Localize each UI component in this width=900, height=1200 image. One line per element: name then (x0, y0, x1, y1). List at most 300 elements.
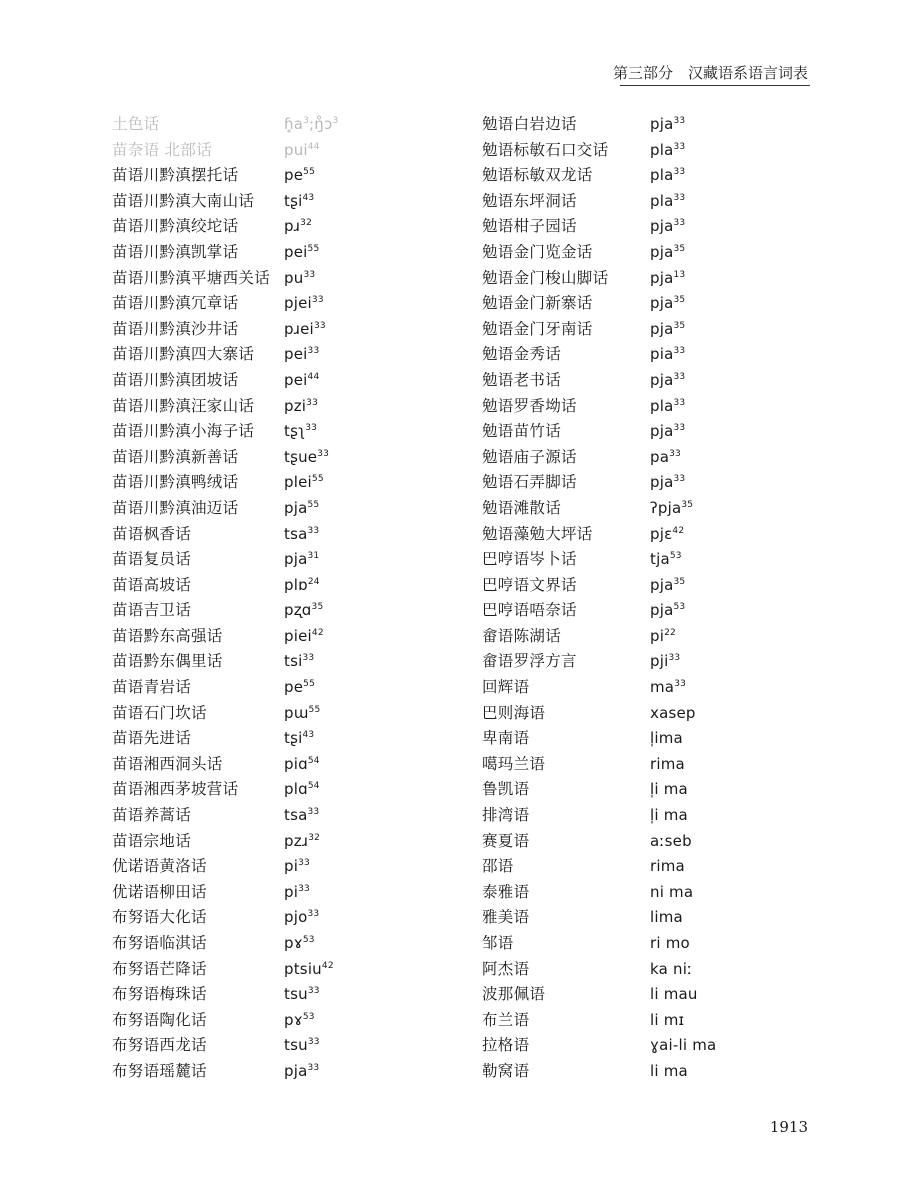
table-row (482, 726, 716, 752)
language-name: 优诺语柳田话 (112, 882, 207, 901)
word-form (284, 931, 315, 957)
word-form (650, 752, 685, 778)
table-row (112, 854, 338, 880)
table-row (112, 905, 338, 931)
language-name: 苗语川黔滇摆托话 (112, 166, 239, 185)
table-row (482, 394, 716, 420)
tone-mark: 33 (302, 653, 315, 664)
table-row (112, 189, 338, 215)
tone-mark: 35 (673, 243, 686, 254)
language-name: 布努语临淇话 (112, 934, 207, 952)
word-form (284, 573, 320, 599)
language-name: 苗语川黔滇油迈话 (112, 498, 239, 517)
table-row (112, 777, 338, 803)
table-row (112, 419, 338, 445)
language-name: 布努语芒降话 (112, 959, 207, 978)
word-form (284, 419, 317, 445)
form-text: pɤ (284, 1010, 303, 1029)
tone-mark: 44 (307, 141, 320, 152)
tone-mark: 33 (673, 167, 686, 178)
form-text: pa (650, 447, 670, 466)
language-name: 苗语养蒿话 (112, 806, 192, 825)
word-form (650, 394, 685, 420)
table-row (112, 1059, 338, 1085)
word-form (284, 905, 319, 931)
language-name: 苗语高坡话 (112, 575, 192, 594)
table-row (482, 163, 716, 189)
form-text: pzɹ (284, 831, 309, 850)
table-row (482, 189, 716, 215)
word-form (284, 163, 315, 189)
word-form (284, 854, 310, 880)
language-name: 布努语陶化话 (112, 1010, 207, 1029)
tone-mark: 33 (298, 883, 310, 894)
word-form (650, 163, 685, 189)
language-name: 勉语金门梭山脚话 (482, 268, 609, 287)
table-row (112, 649, 338, 675)
word-form (284, 675, 315, 701)
language-name: 波那佩语 (482, 985, 546, 1004)
word-form (650, 496, 693, 522)
tone-mark: 33 (674, 679, 687, 690)
form-text: li mɪ (650, 1010, 685, 1029)
table-row (112, 445, 338, 471)
word-form (284, 1033, 320, 1059)
form-text: pi (284, 882, 299, 901)
table-row (112, 880, 338, 906)
form-text: pɹ (284, 217, 301, 236)
table-row (482, 342, 716, 368)
tone-mark: 53 (302, 935, 315, 945)
word-form (284, 496, 319, 522)
form-text: pei (284, 370, 308, 389)
table-row (482, 701, 716, 727)
table-row (112, 496, 338, 522)
form-text: pla (650, 140, 674, 159)
language-name: 苗语川黔滇汪家山话 (112, 396, 255, 415)
word-form (650, 138, 685, 164)
word-form (650, 342, 685, 368)
language-name: 勉语标敏石口交话 (482, 140, 609, 159)
table-row (482, 214, 716, 240)
word-form (284, 649, 314, 675)
word-form (284, 624, 324, 650)
form-text: pja (650, 370, 674, 389)
table-row (112, 547, 338, 573)
language-name: 巴哼语唔奈话 (482, 601, 577, 620)
language-name: 苗语宗地话 (112, 831, 192, 850)
tone-mark: 33 (673, 346, 686, 357)
table-row (112, 163, 338, 189)
word-form (650, 266, 685, 292)
running-header: 第三部分 汉藏语系语言词表 (612, 64, 808, 82)
form-text: rima (650, 857, 685, 876)
word-form (650, 1008, 684, 1034)
form-text: pɯ (284, 703, 309, 722)
language-name: 苗语湘西洞头话 (112, 754, 223, 773)
word-form (284, 726, 314, 752)
word-form (284, 138, 320, 164)
table-row (112, 624, 338, 650)
table-row (112, 982, 338, 1008)
word-form (284, 189, 314, 215)
table-row (112, 598, 338, 624)
tone-mark: 31 (307, 551, 320, 562)
word-form (284, 368, 319, 394)
form-text: ni ma (650, 882, 694, 901)
form-text: rima (650, 754, 685, 773)
form-text: pja (650, 473, 674, 492)
form-text: tsa (284, 524, 308, 543)
form-text: tʂue (284, 447, 318, 466)
language-name: 卑南语 (482, 729, 530, 748)
form-text: pji (650, 652, 669, 671)
language-name: 苗语先进话 (112, 729, 192, 748)
language-name: 苗语石门坎话 (112, 703, 207, 722)
left-column (112, 112, 338, 1085)
language-name: 勉语藻勉大坪话 (482, 524, 593, 543)
word-form (650, 598, 685, 624)
tone-mark: 33 (673, 474, 686, 485)
form-text: pja (284, 1061, 308, 1080)
tone-mark: 53 (673, 602, 686, 613)
table-row (112, 573, 338, 599)
form-text: pla (650, 396, 674, 415)
word-form (284, 1059, 319, 1085)
language-name: 苗语湘西茅坡营话 (112, 780, 239, 799)
word-form (650, 803, 688, 829)
language-name: 赛夏语 (482, 831, 530, 850)
table-row (482, 905, 716, 931)
form-text: pja (650, 242, 674, 261)
form-text: pjo (284, 908, 308, 927)
form-text: lima (650, 908, 683, 927)
word-form (650, 112, 685, 138)
word-form (284, 777, 320, 803)
language-name: 勉语庙子源话 (482, 447, 577, 466)
tone-mark: 33 (306, 397, 319, 408)
table-row (112, 522, 338, 548)
tone-mark: 33 (305, 423, 318, 434)
table-row (112, 752, 338, 778)
word-form (650, 675, 686, 701)
tone-mark: 44 (307, 371, 320, 382)
form-text: ʔpja (650, 498, 682, 517)
form-text: pe (284, 678, 304, 697)
form-text: pla (650, 191, 674, 210)
table-row (482, 649, 716, 675)
table-row (482, 573, 716, 599)
form-text: pʐɑ (284, 601, 312, 620)
tone-mark: 33 (673, 371, 686, 382)
tone-mark: 42 (321, 960, 334, 971)
table-row (482, 522, 716, 548)
language-name: 勉语金门新寨话 (482, 294, 593, 313)
tone-mark: 33 (668, 653, 681, 664)
form-text: pei (284, 242, 308, 261)
language-name: 苗语复员话 (112, 550, 192, 569)
table-row (112, 138, 338, 164)
language-name: 畲语罗浮方言 (482, 652, 577, 671)
table-row (482, 240, 716, 266)
form-text: l̩i ma (650, 780, 688, 799)
tone-mark: 33 (673, 423, 686, 434)
word-form (284, 214, 312, 240)
language-name: 巴哼语岑卜话 (482, 550, 577, 569)
language-name: 邹语 (482, 934, 514, 952)
table-row (482, 982, 716, 1008)
table-row (112, 266, 338, 292)
language-name: 巴则海语 (482, 703, 546, 722)
language-name: 苗语川黔滇平塘西关话 (112, 268, 271, 287)
form-text: l̩i ma (650, 806, 688, 825)
word-form (284, 112, 338, 138)
word-form (650, 649, 680, 675)
word-form (284, 445, 329, 471)
word-form (284, 240, 319, 266)
form-text: plɒ (284, 575, 308, 594)
tone-mark: 35 (681, 499, 694, 510)
table-row (482, 112, 716, 138)
tone-mark: 35 (673, 320, 686, 331)
form-text: tsu (284, 985, 308, 1004)
form-text: pja (650, 294, 674, 313)
word-form (650, 701, 696, 727)
language-name: 苗语枫香话 (112, 524, 192, 543)
form-text: ptsiu (284, 959, 322, 978)
word-form (650, 547, 682, 573)
form-text: pja (650, 217, 674, 236)
word-form (650, 240, 685, 266)
form-text: ri mo (650, 934, 690, 952)
language-name: 苗语川黔滇冗章话 (112, 294, 239, 313)
form-text: tʂʅ (284, 422, 306, 441)
table-row (482, 931, 716, 957)
table-row (482, 854, 716, 880)
word-form (284, 829, 320, 855)
word-form (284, 1008, 315, 1034)
table-row (482, 624, 716, 650)
tone-mark: 35 (311, 602, 324, 613)
tone-mark: 33 (317, 448, 330, 459)
form-text: ;ŋ̊ɔ (309, 115, 333, 133)
word-form (650, 573, 685, 599)
word-form (650, 905, 683, 931)
table-row (482, 777, 716, 803)
form-text: tsi (284, 652, 303, 671)
word-form (650, 1033, 716, 1059)
form-text: pja (284, 498, 308, 517)
word-form (650, 777, 688, 803)
language-name: 苗语川黔滇沙井话 (112, 319, 239, 338)
form-text: tsa (284, 806, 308, 825)
tone-mark: 33 (298, 858, 310, 869)
word-form (284, 752, 320, 778)
tone-mark: 33 (307, 1062, 320, 1073)
form-text: plɑ (284, 780, 308, 799)
form-text: pja (284, 550, 308, 569)
form-text: pja (650, 319, 674, 338)
table-row (482, 368, 716, 394)
table-row (482, 880, 716, 906)
form-text: ɣai-li ma (650, 1036, 717, 1055)
table-row (482, 138, 716, 164)
word-form (650, 624, 676, 650)
table-row (112, 291, 338, 317)
form-text: ɦ̥a (284, 115, 304, 133)
table-row (112, 957, 338, 983)
table-row (482, 419, 716, 445)
tone-mark: 33 (673, 218, 686, 229)
word-form (284, 522, 319, 548)
form-text: li ma (650, 1061, 688, 1080)
table-row (112, 342, 338, 368)
language-name: 勉语东坪洞话 (482, 191, 577, 210)
form-text: pei (284, 345, 308, 364)
form-text: l̩ima (650, 729, 683, 748)
language-name: 勉语金秀话 (482, 345, 562, 364)
language-name: 苗语川黔滇凯掌话 (112, 242, 239, 261)
tone-mark: 32 (308, 832, 321, 843)
table-row (112, 803, 338, 829)
tone-mark: 55 (303, 679, 316, 690)
form-text: ka niː (650, 959, 693, 978)
table-row (482, 317, 716, 343)
language-name: 布努语瑶麓话 (112, 1061, 207, 1080)
form-text: pe (284, 166, 304, 185)
word-form (650, 470, 685, 496)
form-text: li mau (650, 985, 698, 1004)
language-name: 苗语吉卫话 (112, 601, 192, 620)
tone-mark: 35 (673, 295, 686, 306)
word-form (650, 1059, 688, 1085)
table-row (482, 291, 716, 317)
word-form (650, 957, 692, 983)
language-name: 鲁凯语 (482, 780, 530, 799)
table-row (112, 112, 338, 138)
word-form (650, 982, 698, 1008)
word-form (650, 368, 685, 394)
language-name: 畲语陈湖话 (482, 626, 562, 645)
word-form (284, 317, 326, 343)
tone-mark: 33 (303, 269, 316, 280)
language-name: 勒窝语 (482, 1061, 530, 1080)
language-name: 布努语西龙话 (112, 1036, 207, 1055)
table-row (482, 1033, 716, 1059)
table-row (482, 803, 716, 829)
language-name: 苗语黔东高强话 (112, 626, 223, 645)
language-name: 苗语青岩话 (112, 678, 192, 697)
tone-mark: 55 (307, 499, 320, 510)
tone-mark: 33 (673, 116, 686, 126)
language-name: 勉语石弄脚话 (482, 473, 577, 492)
form-text: pja (650, 575, 674, 594)
table-row (112, 701, 338, 727)
form-text: pia (650, 345, 674, 364)
word-form (650, 522, 684, 548)
table-row (112, 1008, 338, 1034)
language-name: 雅美语 (482, 908, 530, 927)
form-text: tʂi (284, 191, 303, 210)
language-name: 苗语黔东偶里话 (112, 652, 223, 671)
table-row (482, 470, 716, 496)
table-row (482, 1008, 716, 1034)
language-name: 苗语川黔滇团坡话 (112, 370, 239, 389)
tone-mark: 33 (307, 986, 320, 997)
language-name: 苗奈语 北部话 (112, 140, 213, 159)
table-row (112, 214, 338, 240)
tone-mark: 54 (307, 781, 320, 792)
table-row (482, 266, 716, 292)
form-text: pi (650, 626, 665, 645)
form-text: pjei (284, 294, 312, 313)
tone-mark: 55 (303, 167, 316, 178)
form-text: pla (650, 166, 674, 185)
form-text: pu (284, 268, 304, 287)
header-rule (620, 85, 810, 86)
word-form (650, 726, 683, 752)
language-name: 布努语大化话 (112, 908, 207, 927)
word-form (650, 291, 685, 317)
language-name: 布兰语 (482, 1010, 530, 1029)
tone-mark: 33 (307, 807, 320, 818)
form-text: pja (650, 422, 674, 441)
word-form (284, 982, 320, 1008)
form-text: tsu (284, 1036, 308, 1055)
tone-mark: 13 (673, 269, 686, 280)
tone-mark: 35 (673, 576, 686, 587)
word-form (284, 291, 324, 317)
language-name: 拉格语 (482, 1036, 530, 1055)
language-name: 邵语 (482, 857, 514, 876)
tone-mark: 22 (664, 627, 676, 638)
word-form (650, 214, 685, 240)
form-text: pzi (284, 396, 307, 415)
form-text: pɤ (284, 934, 303, 952)
form-text: xasep (650, 703, 696, 722)
word-form (284, 701, 320, 727)
tone-mark: 54 (307, 755, 320, 766)
word-form (284, 342, 319, 368)
word-form (650, 317, 685, 343)
table-row (112, 240, 338, 266)
table-row (112, 675, 338, 701)
table-row (482, 829, 716, 855)
word-form (284, 880, 310, 906)
tone-mark: 32 (300, 218, 312, 229)
tone-mark: 42 (672, 525, 685, 536)
language-name: 勉语罗香坳话 (482, 396, 577, 415)
form-text: pi (284, 857, 299, 876)
table-row (482, 675, 716, 701)
table-row (482, 957, 716, 983)
language-name: 排湾语 (482, 806, 530, 825)
tone-mark: 43 (302, 192, 315, 203)
tone-mark: 55 (308, 704, 321, 715)
tone-mark: 43 (302, 730, 315, 741)
form-text: piei (284, 626, 312, 645)
table-row (482, 598, 716, 624)
language-name: 苗语川黔滇大南山话 (112, 191, 255, 210)
language-name: 阿杰语 (482, 959, 530, 978)
language-name: 勉语标敏双龙话 (482, 166, 593, 185)
table-row (482, 547, 716, 573)
tone-mark: 33 (307, 1037, 320, 1048)
table-row (112, 931, 338, 957)
language-name: 苗语川黔滇绞坨话 (112, 217, 239, 236)
language-name: 布努语梅珠话 (112, 985, 207, 1004)
form-text: pja (650, 115, 674, 133)
